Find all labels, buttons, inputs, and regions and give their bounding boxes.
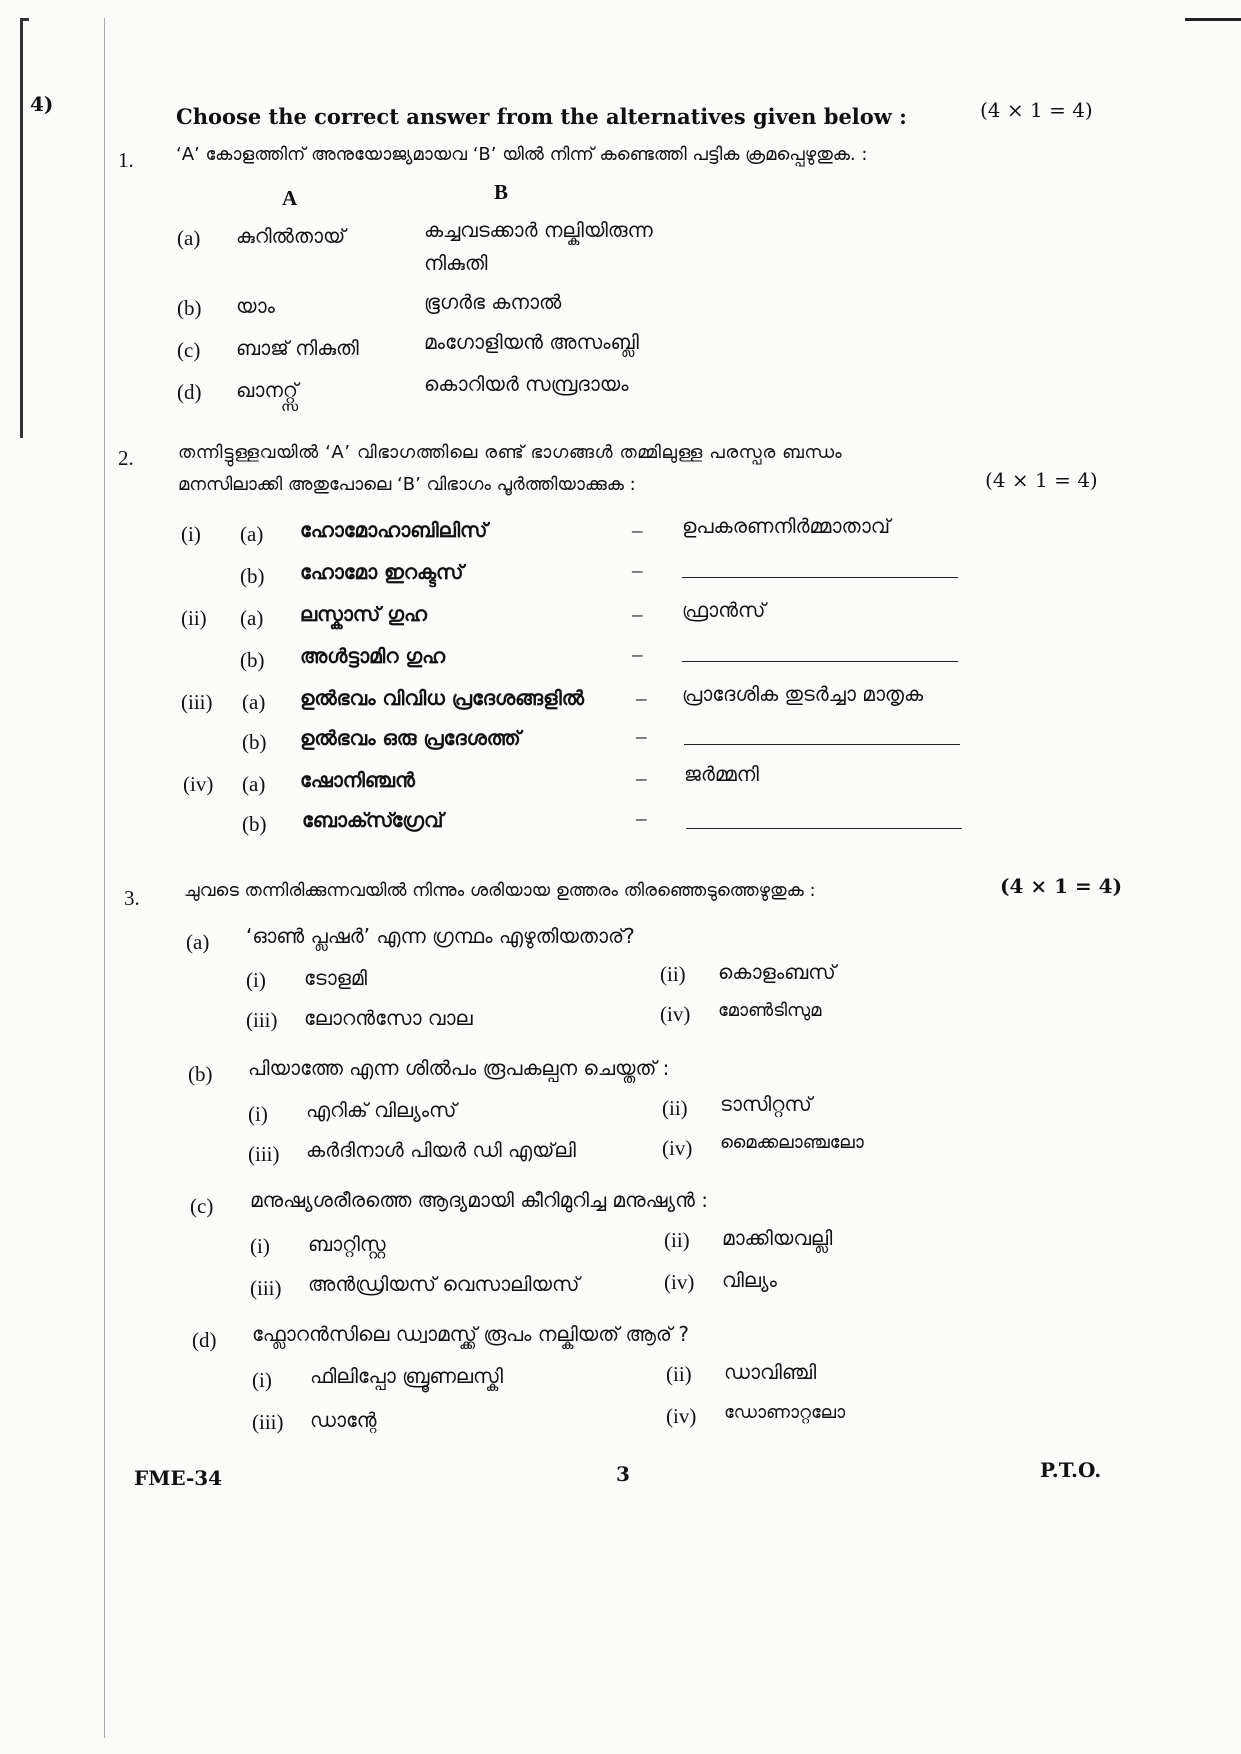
q3-option: ഫിലിപ്പോ ബ്രൂണലസ്കി [310,1364,503,1388]
q3-option-label: (iii) [250,1276,282,1300]
q1-row-label: (b) [177,296,202,320]
q2-item-a-answer: പ്രാദേശിക തുടർച്ചാ മാതൃക [682,682,924,706]
q3-option: എറിക് വില്യംസ് [306,1098,457,1122]
q2-sub-a-label: (a) [242,690,266,714]
q3-part-question: മനുഷ്യശരീരത്തെ ആദ്യമായി കീറിമുറിച്ച മനുഷ്യൻ : [250,1188,708,1212]
q3-option: മോൺടിസുമ [718,1000,822,1021]
q2-item-a: ഹോമോഹാബിലിസ് [300,518,488,542]
q2-sub-b-label: (b) [240,648,265,672]
q2-sub-a-label: (a) [242,772,266,796]
q3-option-label: (iii) [252,1410,284,1434]
header-marks: (4 × 1 = 4) [980,98,1093,122]
q2-text-line1: തന്നിട്ടുള്ളവയിൽ ‘A’ വിഭാഗത്തിലെ രണ്ട് ഭാഗങ്ങൾ തമ്മിലുള്ള പരസ്പര ബന്ധം [178,442,843,463]
q2-roman-label: (i) [181,522,201,546]
answer-blank [684,744,960,745]
q3-option: ടോളമി [304,966,367,990]
pto-mark: P.T.O. [1040,1458,1102,1482]
q2-dash: – [632,642,643,666]
q1-text: ‘A’ കോളത്തിന് അനുയോജ്യമായവ ‘B’ യിൽ നിന്ന് കണ്ടെത്തി പട്ടിക ക്രമപ്പെഴുതുക. : [176,144,868,165]
q1-row-label: (c) [177,338,201,362]
q2-roman-label: (iv) [183,772,214,796]
q3-option: ഡാന്റേ [310,1408,377,1432]
q3-option-label: (ii) [660,962,686,986]
q1-row-b: മംഗോളിയൻ അസംബ്ലി [424,330,639,354]
q3-option-label: (i) [252,1368,272,1392]
q2-sub-a-label: (a) [240,606,264,630]
binding-line [20,18,23,438]
q2-sub-b-label: (b) [240,564,265,588]
page-number: 3 [616,1462,630,1486]
q3-option: കർദിനാൾ പിയർ ഡി എയ്‌ലി [306,1138,576,1162]
binding-tick [20,18,29,21]
q2-dash: – [632,602,643,626]
q2-item-a-answer: ജർമ്മനി [684,762,759,786]
q3-option: ഡാവിഞ്ചി [724,1360,817,1384]
q2-dash: – [636,686,647,710]
q3-option-label: (iii) [246,1008,278,1032]
instruction-heading: Choose the correct answer from the alternatives given below : [176,104,907,129]
q2-item-b: ഉൽഭവം ഒരു പ്രദേശത്ത് [300,726,521,750]
section-number: 4) [30,92,54,116]
q2-item-b: ബോക്സ്ഗ്രേവ് [302,808,444,832]
q1-row-b: ഭൂഗർഭ കനാൽ [424,290,562,314]
q3-option-label: (i) [248,1102,268,1126]
paper-code: FME-34 [134,1466,223,1490]
q3-number: 3. [124,886,140,910]
q2-item-b: ഹോമോ ഇറക്ടസ് [300,560,464,584]
left-margin-line [104,18,105,1738]
q3-option: മാക്കിയവല്ലി [722,1226,833,1250]
q2-sub-b-label: (b) [242,812,267,836]
q2-item-a-answer: ഉപകരണനിർമ്മാതാവ് [682,514,891,538]
q3-option: കൊളംബസ് [718,960,836,984]
q3-option-label: (i) [250,1234,270,1258]
q2-dash: – [636,766,647,790]
q2-dash: – [632,518,643,542]
q3-option-label: (iv) [666,1404,697,1428]
q3-option-label: (ii) [662,1096,688,1120]
q3-option: ടാസിറ്റസ് [720,1092,812,1116]
q3-option-label: (iv) [662,1136,693,1160]
q2-item-b: അൾട്ടാമിറ ഗുഹ [300,644,446,668]
q2-marks: (4 × 1 = 4) [985,468,1098,492]
q2-text-line2: മനസിലാക്കി അതുപോലെ ‘B’ വിഭാഗം പൂർത്തിയാക്കുക : [178,474,636,495]
q3-option: ലോറൻസോ വാല [304,1006,473,1030]
corner-mark [1185,18,1241,21]
q3-text: ചുവടെ തന്നിരിക്കുന്നവയിൽ നിന്നും ശരിയായ ഉത്തരം തിരഞ്ഞെടുത്തെഴുതുക : [184,880,816,901]
q2-sub-b-label: (b) [242,730,267,754]
q1-row-a: കുറിൽതായ് [236,224,346,248]
q3-option-label: (iv) [660,1002,691,1026]
q3-option-label: (iii) [248,1142,280,1166]
q1-row-a: ഖാനറ്റ്സ് [236,378,298,402]
q2-item-a: ലസ്കാസ് ഗുഹ [300,602,427,626]
q1-row-a: ബാജ് നികുതി [236,336,359,360]
q1-row-b: കൊറിയർ സമ്പ്രദായം [424,372,629,396]
q3-option-label: (iv) [664,1270,695,1294]
q3-part-label: (d) [192,1328,217,1352]
q1-row-b-cont: നികുതി [424,251,488,275]
q2-item-a: ഉൽഭവം വിവിധ പ്രദേശങ്ങളിൽ [300,686,584,710]
q2-number: 2. [118,446,134,470]
q3-option: ബാറ്റിസ്റ്റ [308,1232,386,1256]
q1-row-a: യാം [236,294,275,318]
q3-option-label: (ii) [664,1228,690,1252]
q3-part-question: ഫ്ലോറൻസിലെ ഡ്വാമസ്ക്ക് രൂപം നല്കിയത് ആര് ? [252,1322,690,1346]
q3-part-label: (b) [188,1062,213,1086]
q2-roman-label: (iii) [181,690,213,714]
q3-option: വില്യം [722,1268,777,1292]
q2-dash: – [636,724,647,748]
q3-option-label: (i) [246,968,266,992]
q2-dash: – [636,806,647,830]
q2-dash: – [632,558,643,582]
q3-part-label: (c) [190,1194,214,1218]
q3-option: ഡോണാറ്റലോ [724,1402,846,1423]
q1-number: 1. [118,148,134,172]
q3-part-question: ‘ഓൺ പ്ലഷർ’ എന്ന ഗ്രന്ഥം എഴുതിയതാര്? [246,924,635,948]
q2-item-a-answer: ഫ്രാൻസ് [682,598,766,622]
q3-option-label: (ii) [666,1362,692,1386]
q3-option: മൈക്കലാഞ്ചലോ [720,1132,864,1153]
answer-blank [682,661,958,662]
q1-row-label: (d) [177,380,202,404]
answer-blank [682,577,958,578]
q1-row-label: (a) [177,226,201,250]
q1-col-b-head: B [494,180,509,204]
q1-col-a-head: A [282,186,298,210]
q3-part-question: പിയാത്തേ എന്ന ശിൽപം രൂപകല്പന ചെയ്തത് : [248,1056,670,1080]
q2-item-a: ഷോനിഞ്ചൻ [300,768,415,792]
q3-part-label: (a) [186,930,210,954]
q1-row-b: കച്ചവടക്കാർ നല്കിയിരുന്ന [424,218,653,242]
q2-sub-a-label: (a) [240,522,264,546]
q2-roman-label: (ii) [181,606,207,630]
q3-marks: (4 × 1 = 4) [1000,874,1123,898]
answer-blank [686,828,962,829]
q3-option: അൻഡ്രിയസ് വെസാലിയസ് [308,1272,580,1296]
